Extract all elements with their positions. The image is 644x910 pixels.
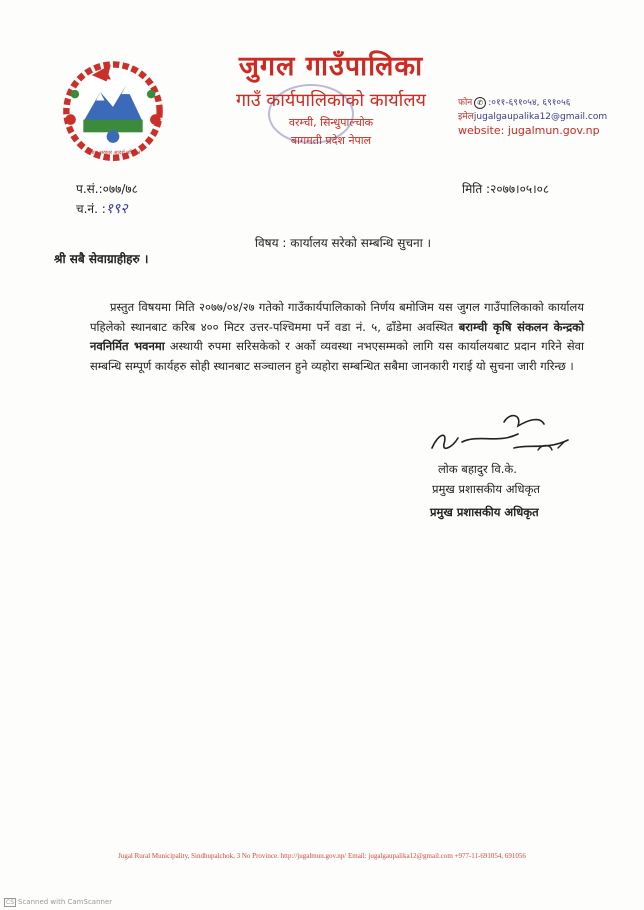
patra-value: :०७७/७८ [98, 182, 138, 196]
office-name: गाउँ कार्यपालिकाको कार्यालय [236, 90, 426, 111]
body-part-1: प्रस्तुत विषयमा मिति २०७७/०४/२७ गतेको गाउँकार्यपालिकाको निर्णय बमोजिम यस जुगल गाउँपालिकाको कार्यालय पहिलेको स्थानबाट करिब ४०० मिटर उत्तर-पश्चिममा पर्ने वडा नं. ५, ढाँडेमा अवस्थित [90, 300, 584, 334]
signatory-name: लोक बहादुर वि.के. [438, 462, 517, 476]
salutation: श्री सबै सेवाग्राहीहरु । [54, 252, 149, 266]
chalani-label: च.नं. : [76, 202, 106, 216]
date-value: २०७७।०५।०८ [490, 182, 550, 196]
scanner-text: Scanned with CamScanner [18, 898, 113, 906]
chalani-value: १९२ [105, 201, 128, 217]
body-highlight: बराम्ची कृषि संकलन केन्द्रको नवनिर्मित भवनमा [90, 319, 584, 353]
camscanner-icon: CS [6, 899, 14, 906]
letter-subject: विषय : कार्यालय सरेको सम्बन्धि सुचना । [254, 236, 432, 250]
handwritten-signature [418, 404, 578, 460]
emblem-caption: नेपाल सरकार आदर्श प्रतिष्ठान [87, 150, 141, 156]
phone-line [458, 96, 638, 110]
nepal-emblem-icon [60, 56, 166, 162]
letter-reference-number [76, 180, 138, 197]
phone-icon: ✆ [474, 97, 486, 109]
signatory-stamp-title: प्रमुख प्रशासकीय अधिकृत [430, 505, 539, 519]
phone-label: फोन [458, 98, 473, 108]
contact-block [458, 96, 638, 138]
signatory-title: प्रमुख प्रशासकीय अधिकृत [432, 482, 540, 496]
letter-footer: Jugal Rural Municipality, Sindhupalchok, 3 No Province. http://jugalmun.gov.np/ Email: jugalgaupalika12@gmail.com +977-11-691054, 691056 [118, 852, 526, 860]
body-part-2: अस्थायी रुपमा सरिसकेको र अर्को व्यवस्था नभएसम्मको लागि यस कार्यालयबाट प्रदान गरिने सेवा सम्बन्धि सम्पूर्ण कार्यहरु सोही स्थानबाट सञ्चालन हुने व्यहोरा सम्बन्धित सबैमा जानकारी गराई यो सुचना जारी गरिन्छ । [90, 339, 584, 373]
date-label: मिति : [462, 182, 491, 196]
letter-date [462, 180, 549, 197]
scanner-watermark [4, 898, 112, 907]
email-value: jugalgaupalika12@gmail.com [473, 112, 608, 122]
phone-value: :०११-६९१०५४, ६९१०५६ [488, 98, 571, 108]
office-stamp-ring [268, 84, 354, 144]
organization-name: जुगल गाउँपालिका [238, 51, 424, 82]
email-line [458, 110, 638, 124]
address-line-1: वरम्ची, सिन्धुपाल्चोक [288, 116, 374, 129]
patra-label: प.सं. [76, 182, 99, 196]
website-link[interactable]: website: jugalmun.gov.np [458, 124, 600, 137]
dispatch-number [76, 199, 128, 218]
email-label: इमेल [458, 112, 474, 122]
address-line-2: बागमती प्रदेश नेपाल [290, 134, 372, 147]
letter-body [90, 298, 584, 376]
